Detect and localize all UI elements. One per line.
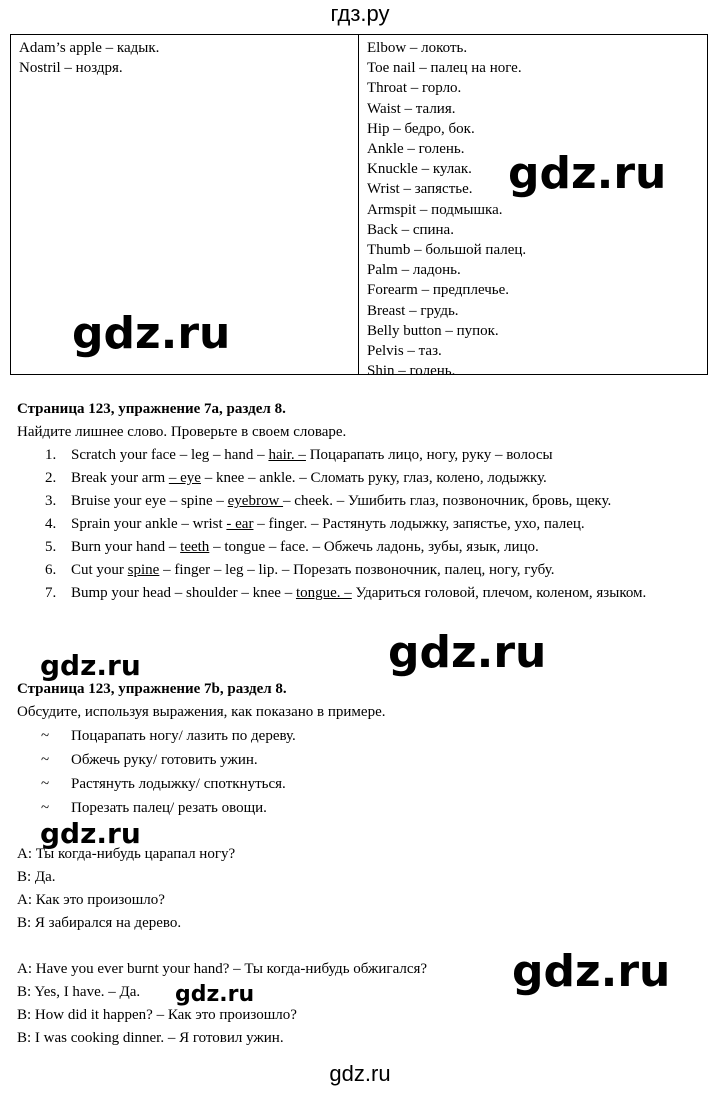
exercise-7a-instruction: Найдите лишнее слово. Проверьте в своем словаре. — [17, 424, 347, 440]
odd-word: eyebrow — [227, 493, 284, 509]
item-text: Burn your hand – teeth – tongue – face. – Обжечь ладонь, зубы, язык, лицо. — [71, 539, 539, 555]
vocab-entry: Ankle – голень. — [367, 141, 465, 158]
list-item — [17, 559, 707, 582]
item-text: Break your arm – eye – knee – ankle. – Сломать руку, глаз, колено, лодыжку. — [71, 470, 547, 486]
item-number: 6. — [45, 562, 57, 578]
vocab-entry: Adam’s apple – кадык. — [19, 40, 160, 56]
watermark: gdz.ru — [512, 946, 671, 997]
odd-word: hair. – — [268, 447, 306, 463]
dialog-line: A: Ты когда-нибудь царапал ногу? — [17, 846, 236, 862]
vocab-entry: Back – спина. — [367, 221, 454, 238]
dialog-line: B: Да. — [17, 869, 56, 885]
odd-word: tongue. – — [295, 585, 352, 601]
vocab-entry: Knuckle – кулак. — [367, 161, 472, 178]
vocab-entry: Thumb – большой палец. — [367, 242, 527, 259]
site-footer: gdz.ru — [329, 1061, 391, 1086]
watermark: gdz.ru — [40, 817, 141, 850]
item-text: Scratch your face – leg – hand – hair. – Поцарапать лицо, ногу, руку – волосы — [71, 447, 553, 463]
list-item — [17, 444, 707, 467]
item-text: Sprain your ankle – wrist - ear – finger. – Растянуть лодыжку, запястье, ухо, палец. — [71, 516, 585, 532]
vocab-entry: Hip – бедро, бок. — [367, 120, 475, 137]
exercise-7b-title: Страница 123, упражнение 7b, раздел 8. — [17, 681, 287, 697]
item-number: 4. — [45, 516, 57, 532]
dialog-line: A: Have you ever burnt your hand? – Ты когда-нибудь обжигался? — [17, 961, 428, 977]
tilde-bullet: ~ — [41, 776, 50, 792]
vocab-entry: Wrist – запястье. — [367, 181, 473, 198]
item-text: Bump your head – shoulder – knee – tongue. – Удариться головой, плечом, коленом, языком. — [71, 585, 647, 601]
dialog-line: A: Как это произошло? — [17, 892, 165, 908]
dialog-line: B: Yes, I have. – Да. — [17, 984, 141, 1000]
odd-word: – eye — [168, 470, 201, 486]
item-number: 1. — [45, 447, 57, 463]
list-item: ~ Растянуть лодыжку/ споткнуться. — [17, 772, 707, 796]
vocab-entry: Elbow – локоть. — [367, 40, 468, 56]
watermark: gdz.ru — [388, 627, 547, 678]
item-number: 7. — [45, 585, 57, 601]
dialog-line: B: I was cooking dinner. – Я готовил ужин. — [17, 1030, 284, 1046]
exercise-7a — [17, 398, 707, 605]
vocab-entry: Shin – голень. — [367, 363, 456, 380]
list-item — [17, 582, 707, 605]
tilde-bullet: ~ — [41, 800, 50, 816]
tilde-bullet: ~ — [41, 728, 50, 744]
dialog-line: B: Я забирался на дерево. — [17, 915, 182, 931]
list-item — [17, 490, 707, 513]
list-item — [17, 467, 707, 490]
vocab-entry: Pelvis – таз. — [367, 343, 442, 360]
phrase-list — [17, 724, 707, 820]
exercise-7a-list — [17, 444, 707, 605]
vocabulary-right-column — [359, 35, 707, 380]
vocab-entry: Throat – горло. — [367, 80, 462, 97]
list-item: ~ Обжечь руку/ готовить ужин. — [17, 748, 707, 772]
watermark: gdz.ru — [40, 649, 141, 682]
odd-word: teeth — [180, 539, 210, 555]
vocab-entry: Armspit – подмышка. — [367, 201, 503, 218]
exercise-7b — [17, 678, 707, 820]
vocab-entry: Nostril – ноздря. — [19, 60, 123, 77]
dialog-line: B: How did it happen? – Как это произошло? — [17, 1007, 297, 1023]
tilde-bullet: ~ — [41, 752, 50, 768]
item-number: 2. — [45, 470, 57, 486]
watermark: gdz.ru — [72, 308, 231, 359]
vocab-entry: Palm – ладонь. — [367, 262, 461, 279]
exercise-7b-instruction: Обсудите, используя выражения, как показано в примере. — [17, 704, 386, 720]
watermark: gdz.ru — [175, 982, 255, 1007]
exercise-7a-title: Страница 123, упражнение 7a, раздел 8. — [17, 401, 286, 417]
watermark: gdz.ru — [508, 148, 667, 199]
vocab-entry: Forearm – предплечье. — [367, 282, 510, 299]
list-item — [17, 536, 707, 559]
odd-word: spine — [127, 562, 160, 578]
dialog-russian — [17, 843, 707, 935]
list-item: ~ Порезать палец/ резать овощи. — [17, 796, 707, 820]
item-text: Bruise your eye – spine – eyebrow – cheek. – Ушибить глаз, позвоночник, бровь, щеку. — [71, 493, 612, 509]
item-text: Cut your spine – finger – leg – lip. – Порезать позвоночник, палец, ногу, губу. — [71, 562, 555, 578]
vocab-entry: Waist – талия. — [367, 100, 456, 117]
vocab-entry: Breast – грудь. — [367, 302, 459, 319]
list-item — [17, 513, 707, 536]
vocab-entry: Toe nail – палец на ноге. — [367, 60, 522, 77]
site-header: гдз.ру — [330, 1, 390, 26]
vocab-entry: Belly button – пупок. — [367, 322, 499, 339]
odd-word: - ear — [226, 516, 254, 532]
item-number: 5. — [45, 539, 57, 555]
list-item: ~ Поцарапать ногу/ лазить по дереву. — [17, 724, 707, 748]
item-number: 3. — [45, 493, 57, 509]
